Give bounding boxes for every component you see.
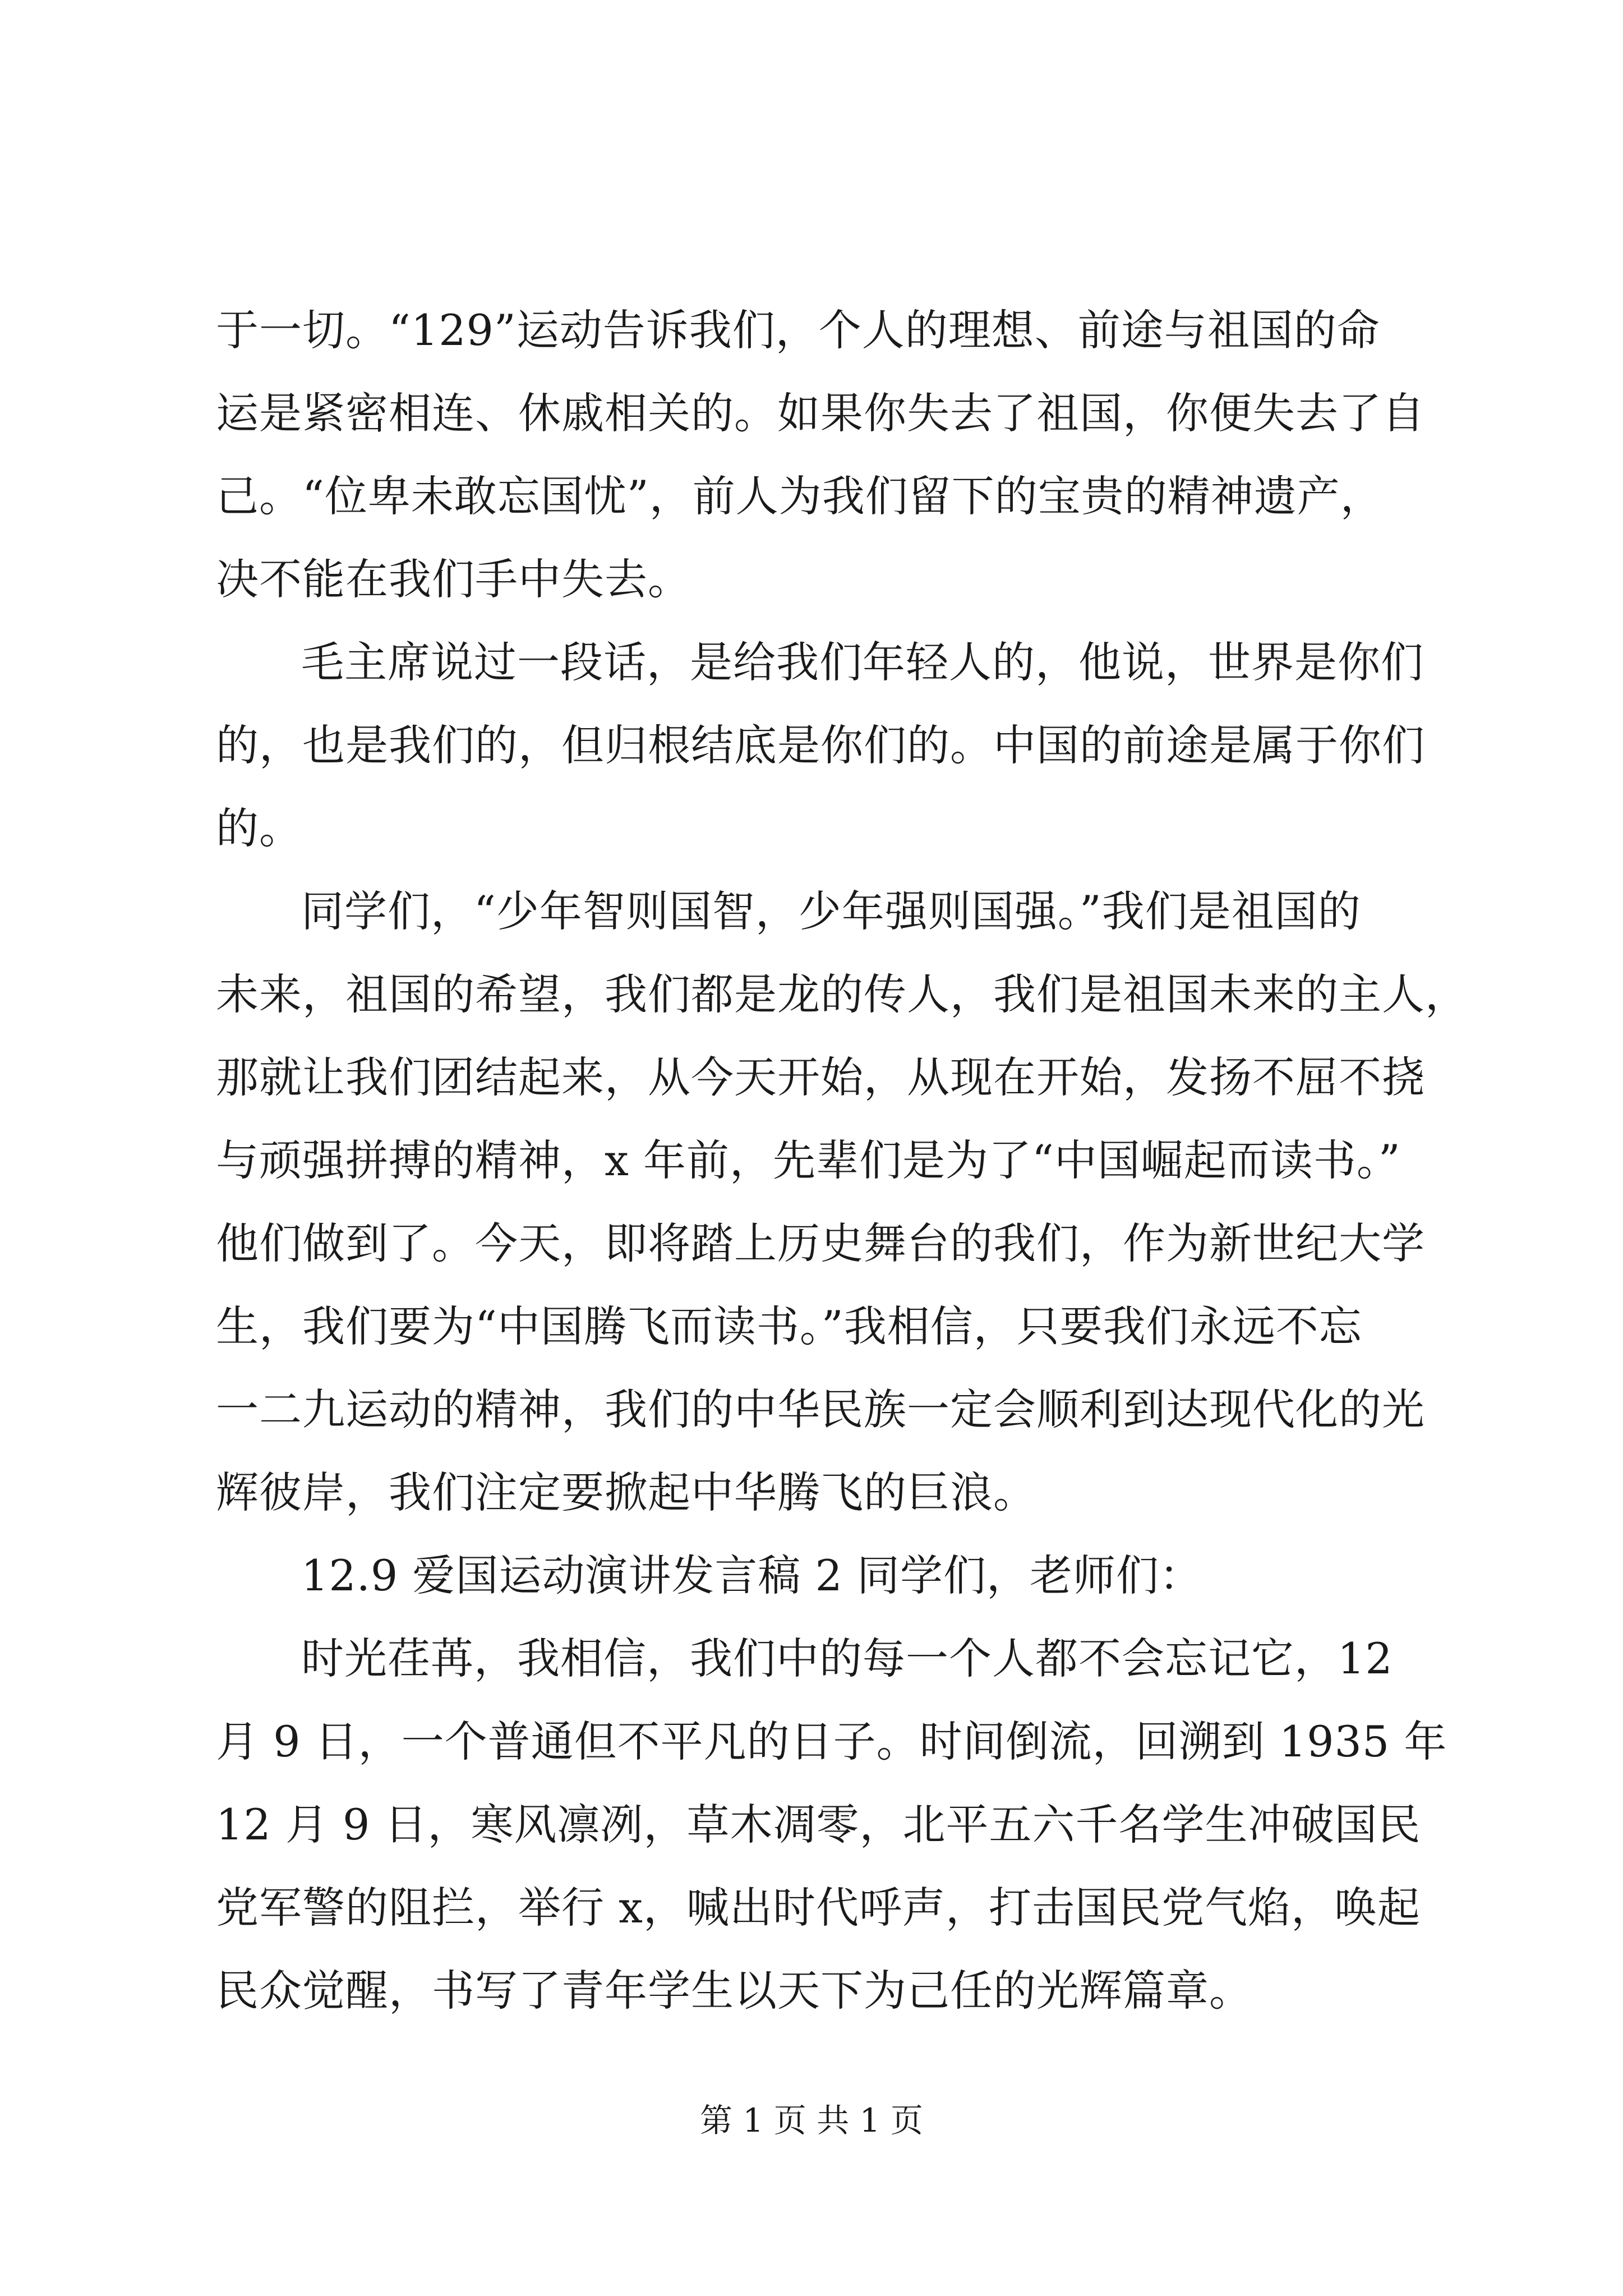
text-line: 的，也是我们的，但归根结底是你们的。中国的前途是属于你们 [216, 720, 1425, 770]
text-line: 于一切。“129”运动告诉我们，个人的理想、前途与祖国的命 [216, 305, 1380, 355]
text-line: 月 9 日，一个普通但不平凡的日子。时间倒流，回溯到 1935 年 [216, 1717, 1447, 1766]
page-number-footer: 第 1 页 共 1 页 [700, 2101, 923, 2139]
paragraph [216, 289, 1425, 621]
text-line: 的。 [216, 803, 302, 853]
text-line: 辉彼岸，我们注定要掀起中华腾飞的巨浪。 [216, 1467, 1036, 1517]
text-line: 同学们，“少年智则国智，少年强则国强。”我们是祖国的 [301, 886, 1361, 936]
text-line: 生，我们要为“中国腾飞而读书。”我相信，只要我们永远不忘 [216, 1301, 1362, 1351]
text-line: 那就让我们团结起来，从今天开始，从现在开始，发扬不屈不挠 [216, 1052, 1425, 1102]
text-line: 党军警的阻拦，举行 x，喊出时代呼声，打击国民党气焰，唤起 [216, 1883, 1421, 1932]
text-line: 时光荏苒，我相信，我们中的每一个人都不会忘记它，12 [301, 1634, 1393, 1683]
text-line: 他们做到了。今天，即将踏上历史舞台的我们，作为新世纪大学 [216, 1218, 1425, 1268]
text-line: 民众觉醒，书写了青年学生以天下为己任的光辉篇章。 [216, 1966, 1252, 2016]
text-line: 毛主席说过一段话，是给我们年轻人的，他说，世界是你们 [301, 637, 1424, 687]
text-line: 运是紧密相连、休戚相关的。如果你失去了祖国，你便失去了自 [216, 388, 1425, 438]
paragraph [216, 1534, 1422, 1617]
paragraph [216, 621, 1425, 870]
text-line: 12 月 9 日，寒风凛冽，草木凋零，北平五六千名学生冲破国民 [216, 1800, 1421, 1849]
text-line: 一二九运动的精神，我们的中华民族一定会顺利到达现代化的光 [216, 1384, 1425, 1434]
text-line: 己。“位卑未敢忘国忧”，前人为我们留下的宝贵的精神遗产， [216, 471, 1384, 521]
text-line: 与顽强拼搏的精神，x 年前，先辈们是为了“中国崛起而读书。” [216, 1135, 1401, 1185]
paragraph [216, 870, 1468, 1534]
text-line: 12.9 爱国运动演讲发言稿 2 同学们，老师们： [301, 1550, 1203, 1600]
paragraph [216, 1617, 1447, 2032]
text-line: 未来，祖国的希望，我们都是龙的传人，我们是祖国未来的主人， [216, 969, 1468, 1019]
body-text [216, 289, 1468, 2032]
text-line: 决不能在我们手中失去。 [216, 554, 691, 604]
